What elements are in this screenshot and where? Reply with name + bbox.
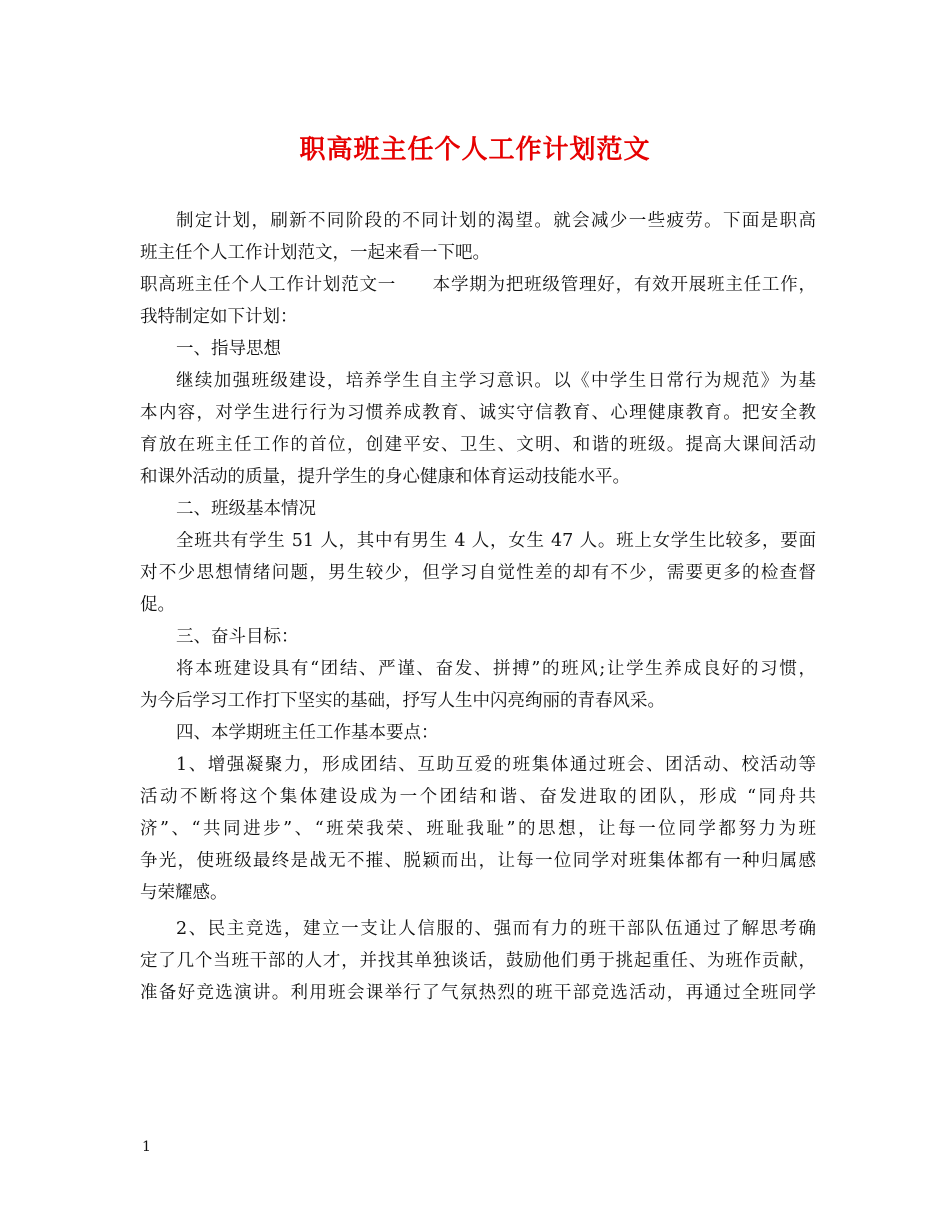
- text-line: 和课外活动的质量，提升学生的身心健康和体育运动技能水平。: [140, 467, 630, 487]
- document-body: [140, 205, 816, 1009]
- text-line: 我特制定如下计划：: [140, 307, 298, 327]
- text-line: 与荣耀感。: [140, 883, 228, 903]
- text-line: 为今后学习工作打下坚实的基础，抒写人生中闪亮绚丽的青春风采。: [140, 691, 665, 711]
- page-number: 1: [142, 1139, 151, 1155]
- text-line: 本内容，对学生进行行为习惯养成教育、诚实守信教育、心理健康教育。把安全教: [140, 403, 816, 423]
- text-line: 准备好竞选演讲。利用班会课举行了气氛热烈的班干部竞选活动，再通过全班同学: [140, 983, 816, 1003]
- text-line: 1、增强凝聚力，形成团结、互助互爱的班集体通过班会、团活动、校活动等: [176, 755, 816, 775]
- text-line: 制定计划，刷新不同阶段的不同计划的渴望。就会减少一些疲劳。下面是职高: [176, 211, 816, 231]
- text-line: 育放在班主任工作的首位，创建平安、卫生、文明、和谐的班级。提高大课间活动: [140, 435, 816, 455]
- text-line: 争光，使班级最终是战无不摧、脱颖而出，让每一位同学对班集体都有一种归属感: [140, 851, 816, 871]
- text-line: 2、民主竞选，建立一支让人信服的、强而有力的班干部队伍通过了解思考确: [176, 919, 816, 939]
- text-line: 职高班主任个人工作计划范文一 本学期为把班级管理好，有效开展班主任工作，: [140, 275, 816, 295]
- text-line: 对不少思想情绪问题，男生较少，但学习自觉性差的却有不少，需要更多的检查督: [140, 563, 816, 583]
- text-line: 活动不断将这个集体建设成为一个团结和谐、奋发进取的团队，形成 “同舟共: [140, 787, 816, 807]
- text-line: 一、指导思想: [176, 339, 281, 359]
- text-line: 促。: [140, 595, 175, 615]
- text-line: 三、奋斗目标：: [176, 627, 299, 647]
- text-line: 继续加强班级建设，培养学生自主学习意识。以《中学生日常行为规范》为基: [176, 371, 816, 391]
- text-line: 济”、“共同进步”、“班荣我荣、班耻我耻”的思想，让每一位同学都努力为班: [140, 819, 816, 839]
- text-line: 四、本学期班主任工作基本要点：: [176, 723, 439, 743]
- text-line: 将本班建设具有“团结、严谨、奋发、拼搏”的班风;让学生养成良好的习惯，: [176, 659, 816, 679]
- text-line: 二、班级基本情况: [176, 499, 316, 519]
- document-title: 职高班主任个人工作计划范文: [299, 135, 651, 165]
- text-line: 班主任个人工作计划范文，一起来看一下吧。: [140, 243, 490, 263]
- text-line: 全班共有学生 51 人，其中有男生 4 人，女生 47 人。班上女学生比较多，要面: [176, 531, 816, 551]
- text-line: 定了几个当班干部的人才，并找其单独谈话，鼓励他们勇于挑起重任、为班作贡献，: [140, 951, 816, 971]
